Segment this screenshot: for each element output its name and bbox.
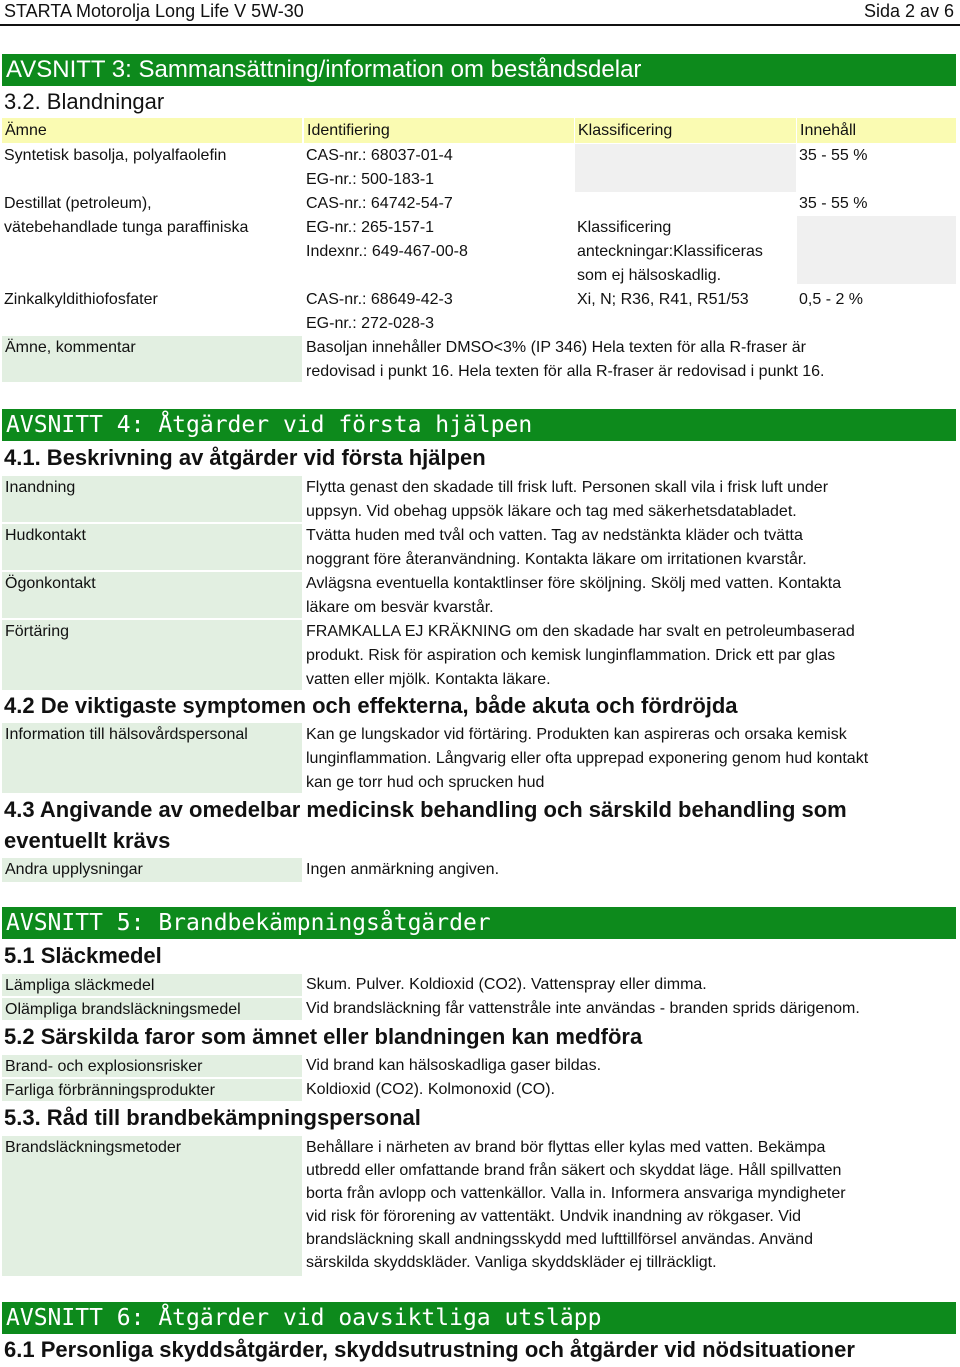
col-header-innehall: Innehåll (797, 118, 956, 143)
first-aid-text-cont: produkt. Risk för aspiration och kemisk lunginflammation. Drick ett par glas (306, 647, 836, 664)
firefighting-text-cont: utbredd eller omfattande brand från säkert och skyddat läge. Håll spillvatten (306, 1162, 842, 1179)
first-aid-text-cont: vatten eller mjölk. Kontakta läkare. (306, 671, 551, 688)
first-aid-label: Förtäring (2, 620, 302, 690)
substance-classification-cont: anteckningar:Klassificeras (577, 243, 763, 260)
section-4-title: AVSNITT 4: Åtgärder vid första hjälpen (2, 409, 956, 441)
firefighting-text-cont: särskilda skyddskläder. Vanliga skyddskläder ej tillräckligt. (306, 1254, 717, 1271)
comment-text: Basoljan innehåller DMSO<3% (IP 346) Hela texten för alla R-fraser är (306, 339, 806, 356)
subsection-6-1-title: 6.1 Personliga skyddsåtgärder, skyddsutrustning och åtgärder vid nödsituationer (4, 1337, 855, 1362)
extinguishing-label: Olämpliga brandsläckningsmedel (2, 998, 302, 1020)
extinguishing-value: Skum. Pulver. Koldioxid (CO2). Vattenspray eller dimma. (306, 976, 707, 993)
substance-content: 35 - 55 % (799, 195, 868, 212)
subsection-4-3-title-cont: eventuellt krävs (4, 828, 171, 853)
first-aid-text: Tvätta huden med tvål och vatten. Tag av nedstänkta kläder och tvätta (306, 527, 803, 544)
comment-label: Ämne, kommentar (2, 336, 302, 382)
comment-text-cont: redovisad i punkt 16. Hela texten för alla R-fraser är redovisad i punkt 16. (306, 363, 825, 380)
substance-cas: CAS-nr.: 68037-01-4 (306, 147, 453, 164)
firefighting-label: Brandsläckningsmetoder (2, 1136, 302, 1276)
other-info-value: Ingen anmärkning angiven. (306, 861, 500, 878)
klass-cell-empty (575, 144, 796, 192)
subsection-3-2-title: 3.2. Blandningar (4, 89, 165, 114)
substance-name-cont: vätebehandlade tunga paraffiniska (4, 219, 249, 236)
first-aid-text-cont: läkare om besvär kvarstår. (306, 599, 494, 616)
subsection-5-2-title: 5.2 Särskilda faror som ämnet eller blandningen kan medföra (4, 1024, 643, 1049)
extinguishing-value: Vid brandsläckning får vattenstråle inte användas - branden sprids därigenom. (306, 1000, 860, 1017)
substance-content: 35 - 55 % (799, 147, 868, 164)
health-info-text: Kan ge lungskador vid förtäring. Produkten kan aspireras och orsaka kemisk (306, 726, 847, 743)
substance-classification-cont: som ej hälsoskadlig. (577, 267, 722, 284)
col-header-identifiering: Identifiering (304, 118, 574, 143)
page-number: Sida 2 av 6 (863, 1, 954, 21)
substance-eg: EG-nr.: 265-157-1 (306, 219, 435, 236)
subsection-5-3-title: 5.3. Råd till brandbekämpningspersonal (4, 1105, 421, 1130)
firefighting-text-cont: brandsläckning skall andningsskydd med lufttillförsel användas. Använd (306, 1231, 813, 1248)
substance-classification: Klassificering (577, 219, 672, 236)
first-aid-text: Flytta genast den skadade till frisk luft. Personen skall vila i frisk luft under (306, 479, 829, 496)
subsection-4-2-title: 4.2 De viktigaste symptomen och effekterna, både akuta och fördröjda (4, 693, 738, 718)
health-info-text-cont: kan ge torr hud och sprucken hud (306, 774, 545, 791)
health-info-label: Information till hälsovårdspersonal (2, 723, 302, 793)
section-5-title: AVSNITT 5: Brandbekämpningsåtgärder (2, 907, 956, 939)
subsection-4-1-title: 4.1. Beskrivning av åtgärder vid första hjälpen (4, 445, 486, 470)
substance-cas: CAS-nr.: 64742-54-7 (306, 195, 453, 212)
substance-name: Destillat (petroleum), (4, 195, 152, 212)
substance-classification: Xi, N; R36, R41, R51/53 (577, 291, 749, 308)
first-aid-label: Inandning (2, 476, 302, 522)
firefighting-text-cont: borta från avlopp och vattenkällor. Valla in. Informera ansvariga myndigheter (306, 1185, 846, 1202)
header-rule (0, 24, 960, 26)
substance-cas: CAS-nr.: 68649-42-3 (306, 291, 453, 308)
other-info-label: Andra upplysningar (2, 858, 302, 882)
col-header-amne: Ämne (2, 118, 302, 143)
hazard-value: Koldioxid (CO2). Kolmonoxid (CO). (306, 1081, 555, 1098)
substance-name: Zinkalkyldithiofosfater (4, 291, 158, 308)
first-aid-text: FRAMKALLA EJ KRÄKNING om den skadade har svalt en petroleumbaserad (306, 623, 855, 640)
first-aid-label: Ögonkontakt (2, 572, 302, 618)
hazard-value: Vid brand kan hälsoskadliga gaser bildas. (306, 1057, 602, 1074)
firefighting-text-cont: vid risk för förorening av vattentäkt. Undvik inandning av rökgaser. Vid (306, 1208, 802, 1225)
first-aid-label: Hudkontakt (2, 524, 302, 570)
firefighting-text: Behållare i närheten av brand bör flyttas eller kylas med vatten. Bekämpa (306, 1139, 826, 1156)
first-aid-text-cont: uppsyn. Vid obehag uppsök läkare och tag med säkerhetsdatabladet. (306, 503, 797, 520)
substance-name: Syntetisk basolja, polyalfaolefin (4, 147, 227, 164)
subsection-5-1-title: 5.1 Släckmedel (4, 943, 162, 968)
innehall-cell-empty (797, 216, 956, 284)
substance-eg: EG-nr.: 500-183-1 (306, 171, 435, 188)
subsection-4-3-title: 4.3 Angivande av omedelbar medicinsk behandling och särskild behandling som (4, 797, 847, 822)
document-title: STARTA Motorolja Long Life V 5W-30 (4, 1, 304, 21)
substance-index: Indexnr.: 649-467-00-8 (306, 243, 468, 260)
substance-content: 0,5 - 2 % (799, 291, 864, 308)
col-header-klassificering: Klassificering (575, 118, 796, 143)
section-3-title: AVSNITT 3: Sammansättning/information om beståndsdelar (2, 54, 956, 86)
first-aid-text: Avlägsna eventuella kontaktlinser före sköljning. Skölj med vatten. Kontakta (306, 575, 842, 592)
first-aid-text-cont: noggrant före återanvändning. Kontakta läkare om irritationen kvarstår. (306, 551, 807, 568)
extinguishing-label: Lämpliga släckmedel (2, 974, 302, 996)
health-info-text-cont: lunginflammation. Långvarig eller ofta upprepad exponering genom hud kontakt (306, 750, 869, 767)
substance-eg: EG-nr.: 272-028-3 (306, 315, 435, 332)
hazard-label: Brand- och explosionsrisker (2, 1055, 302, 1077)
section-6-title: AVSNITT 6: Åtgärder vid oavsiktliga utsläpp (2, 1302, 956, 1334)
hazard-label: Farliga förbränningsprodukter (2, 1079, 302, 1101)
